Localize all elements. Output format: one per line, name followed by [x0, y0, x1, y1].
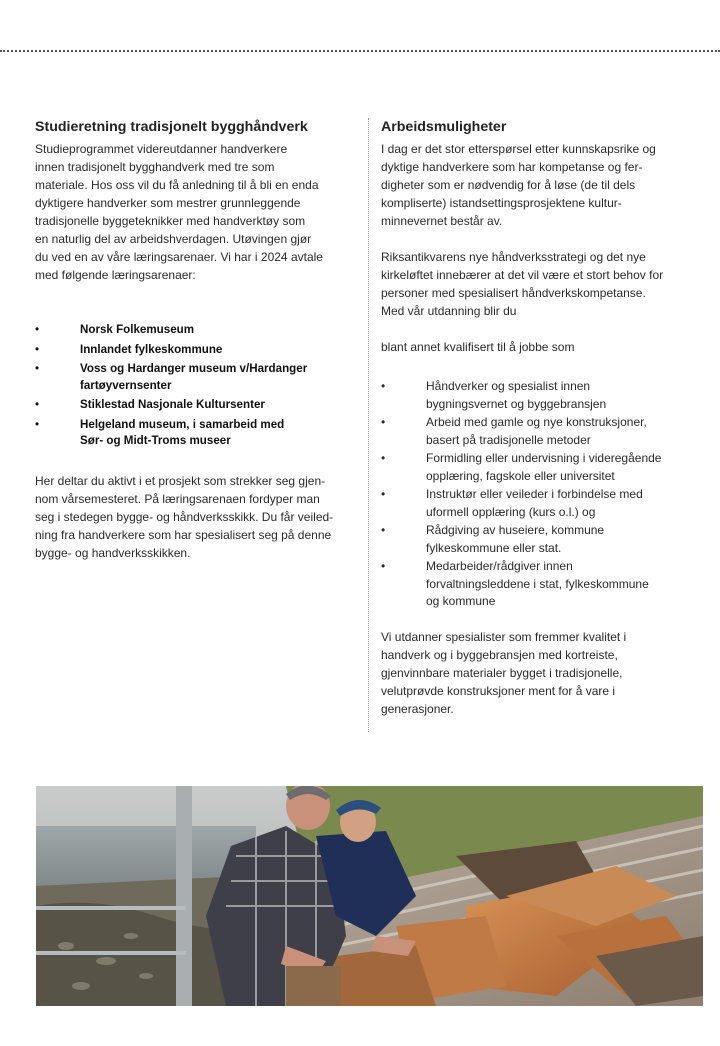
bullet-icon: •	[35, 398, 40, 411]
dotted-top-rule	[0, 50, 720, 52]
list-item: • Håndverker og spesialist innen bygningsvernet og byggebransjen	[381, 379, 607, 411]
list-item: • Norsk Folkemuseum	[35, 322, 357, 339]
list-item: • Voss og Hardanger museum v/Hardanger fartøyvernsenter	[35, 362, 308, 392]
list-item: • Formidling eller undervisning i videregående opplæring, fagskole eller universitet	[381, 451, 662, 483]
left-intro-paragraph: Studieprogrammet videreutdanner handverkere innen tradisjonelt bygghandverk med tre som materiale. Hos oss vil du få anledning til å bli en enda dyktigere handverker som mestrer grunnleggende tradisjonelle byggeteknikker med handverktøy som en naturlig del av arbeidshverdagen. Utøvingen gjør du ved en av våre læringsarenaer. Vi har i 2024 avtale med følgende læringsarenaer:	[35, 142, 323, 282]
left-outro-paragraph: Her deltar du aktivt i et prosjekt som strekker seg gjen- nom vårsemesteret. På læringsarenaen fordyper man seg i stedegen bygge- og håndverksskikk. Du får veiled- ning fra handverkere som har spesialisert seg på denne bygge- og handverksskikken.	[35, 473, 334, 560]
list-item: • Helgeland museum, i samarbeid med Sør- og Midt-Troms museer	[35, 417, 285, 447]
craftsmen-roof-photo	[36, 786, 703, 1006]
bullet-icon: •	[381, 559, 386, 573]
bullet-icon: •	[35, 417, 40, 431]
list-item: • Arbeid med gamle og nye konstruksjoner, basert på tradisjonelle metoder	[381, 415, 647, 447]
bullet-icon: •	[381, 451, 386, 465]
right-paragraph-3: blant annet kvalifisert til å jobbe som	[381, 340, 575, 354]
list-item: • Innlandet fylkeskommune	[35, 342, 357, 359]
right-paragraph-4: Vi utdanner spesialister som fremmer kvalitet i handverk og i byggebransjen med kortreiste, gjenvinnbare materialer bygget i tradisjonelle, velutprøvde konstruksjoner ment for å vare i generasjoner.	[381, 629, 627, 716]
right-heading: Arbeidsmuligheter	[381, 119, 507, 135]
list-item: • Medarbeider/rådgiver innen forvaltningsleddene i stat, fylkeskommune og kommune	[381, 559, 649, 608]
list-item: • Rådgiving av huseiere, kommune fylkeskommune eller stat.	[381, 523, 605, 555]
column-divider	[368, 118, 369, 732]
right-paragraph-2: Riksantikvarens nye håndverksstrategi og det nye kirkeløftet innebærer at det vil være et stort behov for personer med spesialisert håndverkskompetanse. Med vår utdanning blir du	[381, 250, 664, 318]
job-opportunities-list	[381, 378, 699, 611]
bullet-icon: •	[381, 379, 386, 393]
left-column	[35, 118, 357, 562]
bullet-icon: •	[35, 362, 40, 375]
list-item: • Instruktør eller veileder i forbindelse med uformell opplæring (kurs o.l.) og	[381, 487, 643, 519]
right-column	[381, 118, 699, 718]
bullet-icon: •	[381, 487, 386, 501]
list-item: • Stiklestad Nasjonale Kultursenter	[35, 397, 357, 414]
bullet-icon: •	[35, 342, 40, 356]
learning-arenas-list	[35, 322, 357, 450]
bullet-icon: •	[381, 415, 386, 429]
right-paragraph-1: I dag er det stor etterspørsel etter kunnskapsrike og dyktige handverkere som har kompetanse og fer- digheter som er nødvendig for å løse (de til dels kompliserte) istandsettingsprosjektene kultur- minnevernet består av.	[381, 142, 656, 228]
bullet-icon: •	[35, 323, 40, 336]
left-heading: Studieretning tradisjonelt bygghåndverk	[35, 119, 308, 135]
bullet-icon: •	[381, 523, 386, 537]
